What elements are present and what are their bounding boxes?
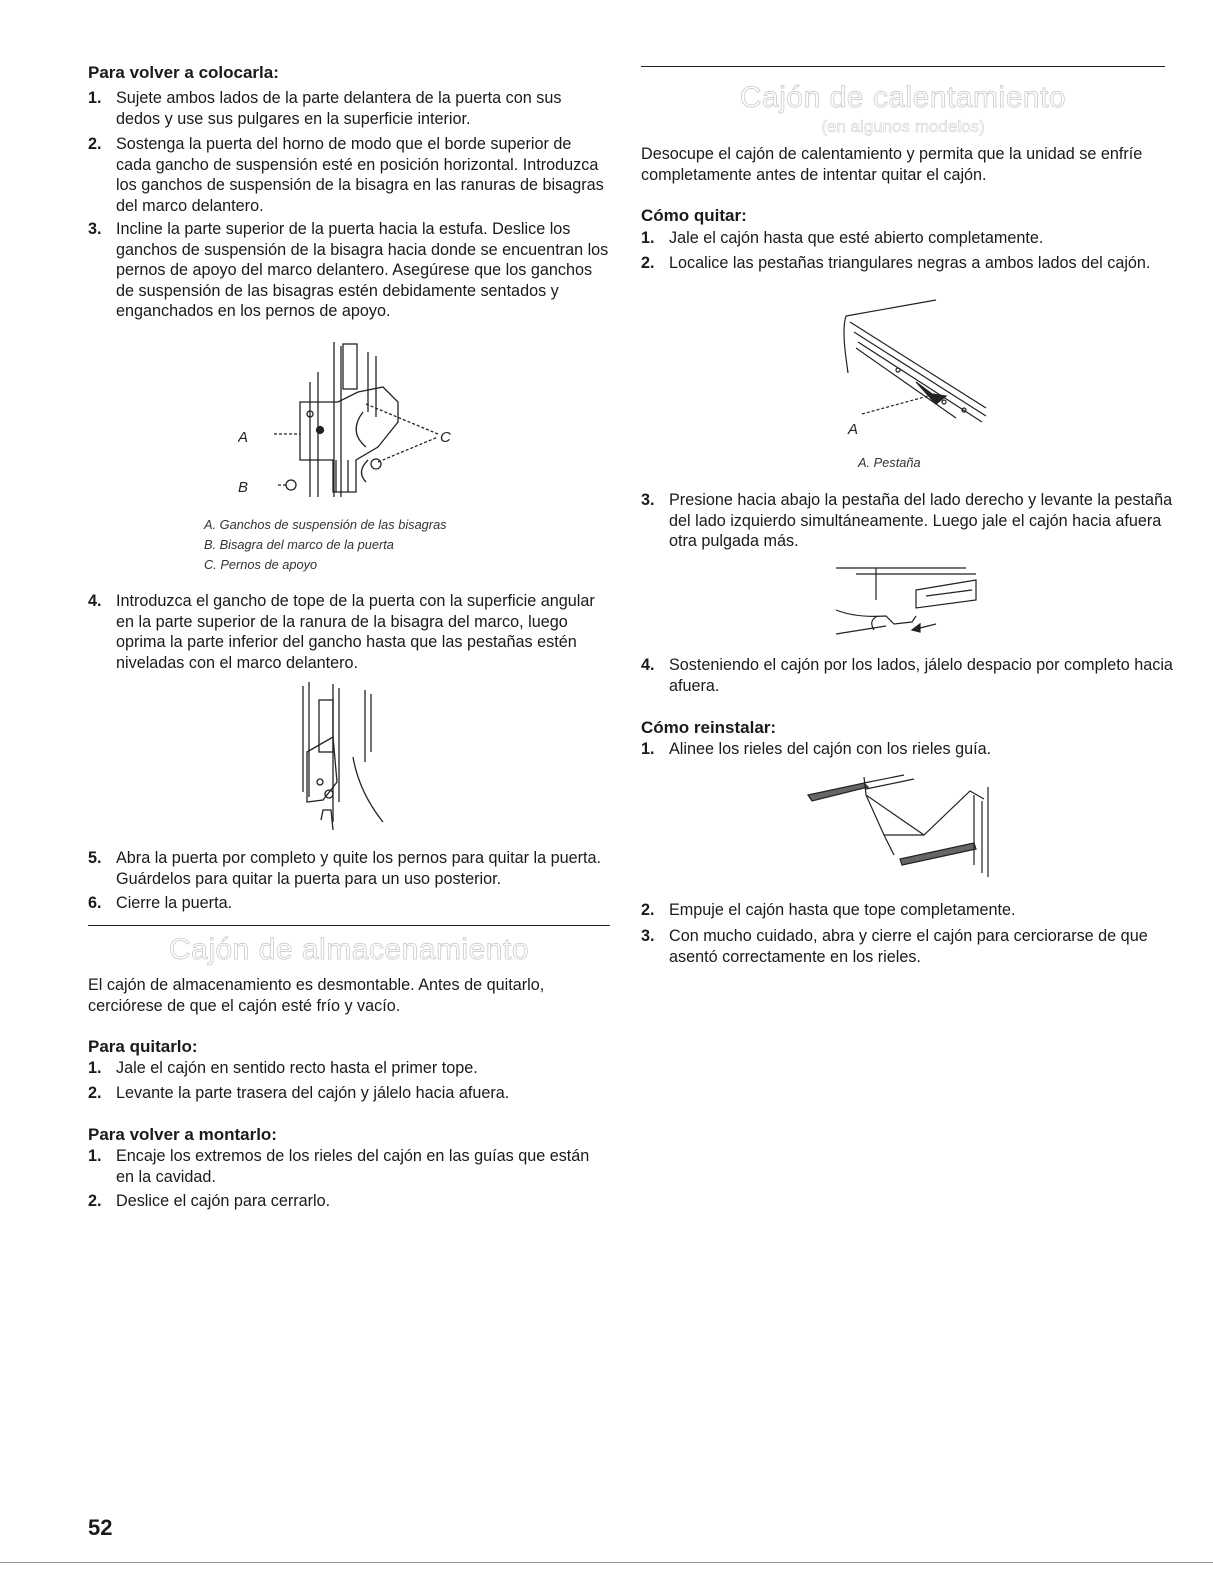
hinge-illustration — [238, 342, 468, 502]
rail-alignment-illustration — [804, 765, 994, 880]
storage-drawer-intro: El cajón de almacenamiento es desmontable. Antes de quitarlo, cerciórese de que el cajón esté frío y vacío. — [88, 976, 545, 1015]
footer-rule — [0, 1562, 1213, 1563]
reinstall-door-heading: Para volver a colocarla: — [88, 63, 279, 82]
list-item: 1. Sujete ambos lados de la parte delantera de la puerta con sus dedos y use sus pulgares en la superficie interior. — [88, 89, 562, 128]
mount-storage-heading: Para volver a montarlo: — [88, 1125, 277, 1144]
hinge-label-a: A — [238, 429, 249, 446]
remove-storage-heading: Para quitarlo: — [88, 1037, 198, 1056]
list-item: 1. Jale el cajón hasta que esté abierto completamente. — [641, 229, 1044, 247]
remove-warming-heading: Cómo quitar: — [641, 206, 747, 225]
list-item: 1. Jale el cajón en sentido recto hasta el primer tope. — [88, 1059, 478, 1077]
tab-caption: A. Pestaña — [858, 455, 921, 470]
reinstall-warming-heading: Cómo reinstalar: — [641, 718, 777, 737]
tab-label-a: A — [848, 421, 859, 438]
list-item: 3. Con mucho cuidado, abra y cierre el cajón para cerciorarse de que asentó correctamente en los rieles. — [641, 927, 1148, 966]
hinge-label-c: C — [440, 429, 451, 446]
list-item: 2. Sostenga la puerta del horno de modo que el borde superior de cada gancho de suspensión esté en posición horizontal. Introduzca los ganchos de suspensión de la bisagra en las ranuras de bisagras del marco delantero. — [88, 135, 604, 215]
list-item: 1. Encaje los extremos de los rieles del cajón en las guías que están en la cavidad. — [88, 1147, 590, 1186]
warming-drawer-title: Cajón de calentamiento — [739, 81, 1067, 114]
list-item: 3. Presione hacia abajo la pestaña del lado derecho y levante la pestaña del lado izquierdo simultáneamente. Luego jale el cajón hacia afuera otra pulgada más. — [641, 491, 1173, 550]
hinge-caption-a: A. Ganchos de suspensión de las bisagras — [204, 517, 447, 532]
drawer-tab-illustration — [836, 298, 996, 440]
hinge-label-b: B — [238, 479, 249, 496]
storage-drawer-title: Cajón de almacenamiento — [168, 933, 530, 966]
section-divider — [641, 66, 1165, 67]
list-item: 5. Abra la puerta por completo y quite los pernos para quitar la puerta. Guárdelos para quitar la puerta para un uso posterior. — [88, 849, 602, 888]
list-item: 1. Alinee los rieles del cajón con los rieles guía. — [641, 740, 992, 758]
list-item: 2. Deslice el cajón para cerrarlo. — [88, 1192, 331, 1210]
list-item: 4. Sosteniendo el cajón por los lados, jálelo despacio por completo hacia afuera. — [641, 656, 1173, 695]
warming-drawer-intro: Desocupe el cajón de calentamiento y permita que la unidad se enfríe completamente antes de intentar quitar el cajón. — [641, 145, 1143, 184]
list-item: 3. Incline la parte superior de la puerta hacia la estufa. Deslice los ganchos de suspensión de la bisagra hacia donde se encuentran los pernos de apoyo del marco delantero. Asegúrese que los ganchos de suspensión de las bisagras estén debidamente sentados y enganchados en los pernos de apoyo. — [88, 220, 609, 320]
warming-drawer-subtitle: (en algunos modelos) — [821, 117, 985, 136]
hinge-caption-c: C. Pernos de apoyo — [204, 557, 318, 572]
list-item: 6. Cierre la puerta. — [88, 894, 233, 912]
section-divider — [88, 925, 610, 926]
list-item: 2. Empuje el cajón hasta que tope completamente. — [641, 901, 1016, 919]
drawer-pull-illustration — [816, 560, 986, 644]
list-item: 2. Localice las pestañas triangulares negras a ambos lados del cajón. — [641, 254, 1151, 272]
page-number: 52 — [88, 1515, 113, 1540]
list-item: 4. Introduzca el gancho de tope de la puerta con la superficie angular en la parte superior de la ranura de la bisagra del marco, luego oprima la parte inferior del gancho hasta que las pestañas estén niveladas con el marco delantero. — [88, 592, 595, 672]
door-stop-illustration — [293, 682, 393, 830]
list-item: 2. Levante la parte trasera del cajón y jálelo hacia afuera. — [88, 1084, 510, 1102]
hinge-caption-b: B. Bisagra del marco de la puerta — [204, 537, 394, 552]
